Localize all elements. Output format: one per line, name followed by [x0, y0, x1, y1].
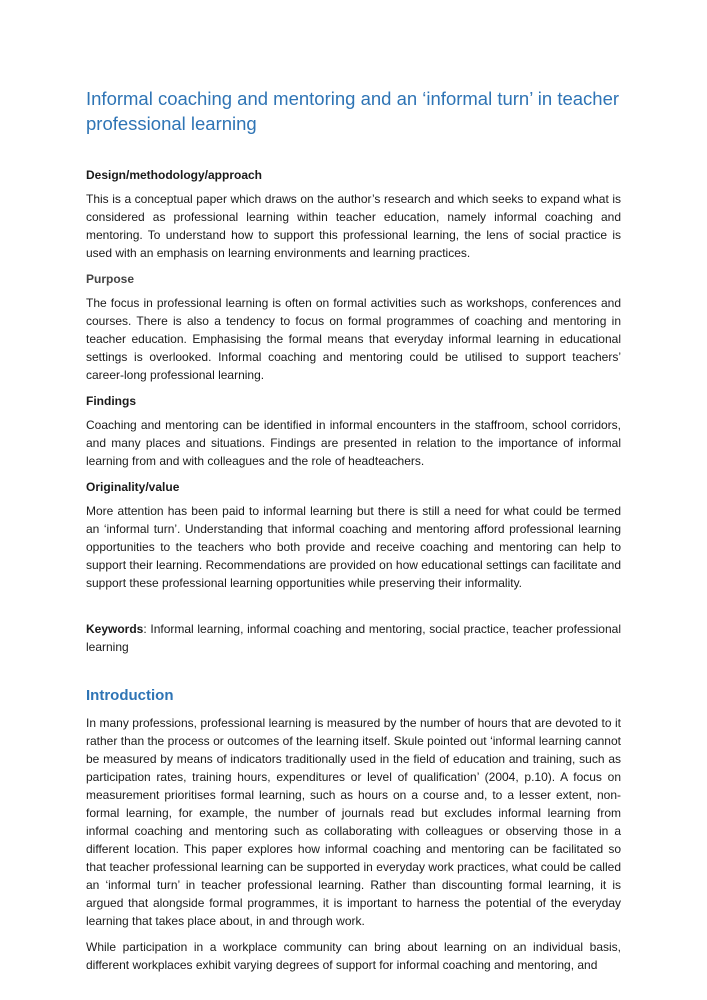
abstract-section-purpose — [86, 270, 621, 384]
section-body: The focus in professional learning is often on formal activities such as workshops, conferences and courses. There is also a tendency to focus on formal programmes of coaching and mentoring in teacher education. Emphasising the formal means that everyday informal learning in educational settings is overlooked. Informal coaching and mentoring could be utilised to support teachers’ career-long professional learning. — [86, 296, 621, 382]
section-heading: Findings — [86, 394, 136, 408]
section-heading: Originality/value — [86, 480, 180, 494]
keywords-label: Keywords — [86, 622, 144, 636]
keywords — [86, 620, 621, 656]
introduction-paragraph: In many professions, professional learning is measured by the number of hours that are devoted to it rather than the process or outcomes of the learning itself. Skule pointed out ‘informal learning cannot be measured by means of indicators traditionally used in the field of education and training, such as participation rates, training hours, expenditures or level of qualification’ (2004, p.10). A focus on measurement prioritises formal learning, such as hours on a course and, to a lesser extent, non-formal learning, for example, the number of journals read but excludes informal learning from informal coaching and mentoring such as collaborating with colleagues or observing those in a different location. This paper explores how informal coaching and mentoring can be facilitated so that teacher professional learning can be supported in everyday work practices, what could be called an ‘informal turn’ in teacher professional learning. Rather than discounting formal learning, it is argued that alongside formal programmes, it is important to harness the potential of the everyday learning that takes place about, in and through work. — [86, 716, 621, 928]
abstract-section-originality — [86, 478, 621, 592]
introduction-paragraph: While participation in a workplace community can bring about learning on an individual basis, different workplaces exhibit varying degrees of support for informal coaching and mentoring, and — [86, 940, 621, 972]
abstract-section-findings — [86, 392, 621, 470]
keywords-text: : Informal learning, informal coaching and mentoring, social practice, teacher professional learning — [86, 622, 621, 654]
section-body: This is a conceptual paper which draws on the author’s research and which seeks to expand what is considered as professional learning within teacher education, namely informal coaching and mentoring. To understand how to support this professional learning, the lens of social practice is used with an emphasis on learning environments and learning practices. — [86, 192, 621, 260]
abstract-section-design — [86, 166, 621, 262]
section-body: More attention has been paid to informal learning but there is still a need for what could be termed an ‘informal turn’. Understanding that informal coaching and mentoring afford professional learning opportunities to the teachers who both provide and receive coaching and mentoring can help to support their learning. Recommendations are provided on how educational settings can facilitate and support these professional learning opportunities while preserving their informality. — [86, 504, 621, 590]
introduction-heading: Introduction — [86, 687, 174, 704]
paper-title: Informal coaching and mentoring and an ‘informal turn’ in teacher professional learning — [86, 88, 620, 134]
section-heading: Design/methodology/approach — [86, 168, 263, 182]
section-body: Coaching and mentoring can be identified in informal encounters in the staffroom, school corridors, and many places and situations. Findings are presented in relation to the importance of informal learning from and with colleagues and the role of headteachers. — [86, 418, 621, 468]
section-heading: Purpose — [86, 272, 135, 286]
